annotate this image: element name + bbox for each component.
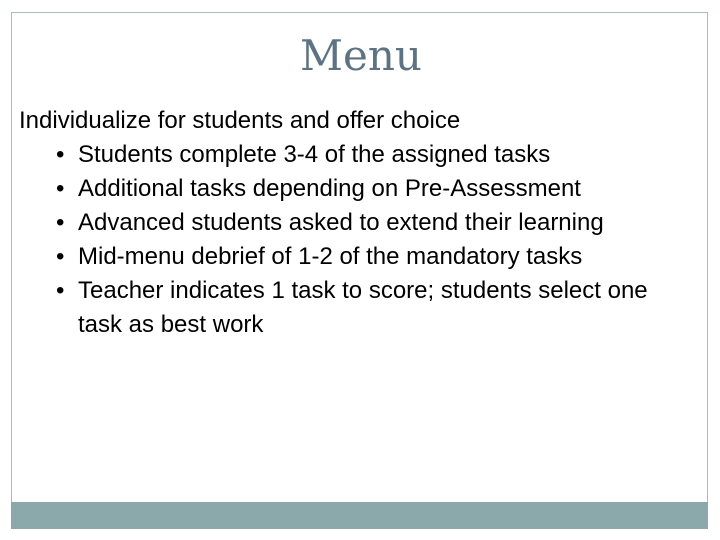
bullet-text: Teacher indicates 1 task to score; students select one task as best work (78, 277, 648, 338)
bullet-text: Additional tasks depending on Pre-Assessment (78, 175, 581, 202)
lead-text: Individualize for students and offer choice (19, 107, 461, 134)
bullet-item (19, 240, 709, 274)
bullet-item (19, 138, 709, 172)
bullet-item (19, 172, 709, 206)
slide-body (19, 104, 709, 342)
bullet-icon: • (56, 277, 65, 304)
footer-bar (11, 502, 708, 529)
bullet-list (19, 138, 709, 342)
bullet-icon: • (56, 175, 65, 202)
bullet-text: Advanced students asked to extend their learning (78, 209, 604, 236)
bullet-item (19, 206, 709, 240)
slide-title-text: Menu (300, 31, 422, 80)
bullet-icon: • (56, 243, 65, 270)
bullet-text: Mid-menu debrief of 1-2 of the mandatory tasks (78, 243, 583, 270)
bullet-item (19, 274, 709, 342)
slide-title (0, 28, 720, 84)
bullet-icon: • (56, 209, 65, 236)
bullet-icon: • (56, 141, 65, 168)
bullet-text: Students complete 3-4 of the assigned tasks (78, 141, 551, 168)
